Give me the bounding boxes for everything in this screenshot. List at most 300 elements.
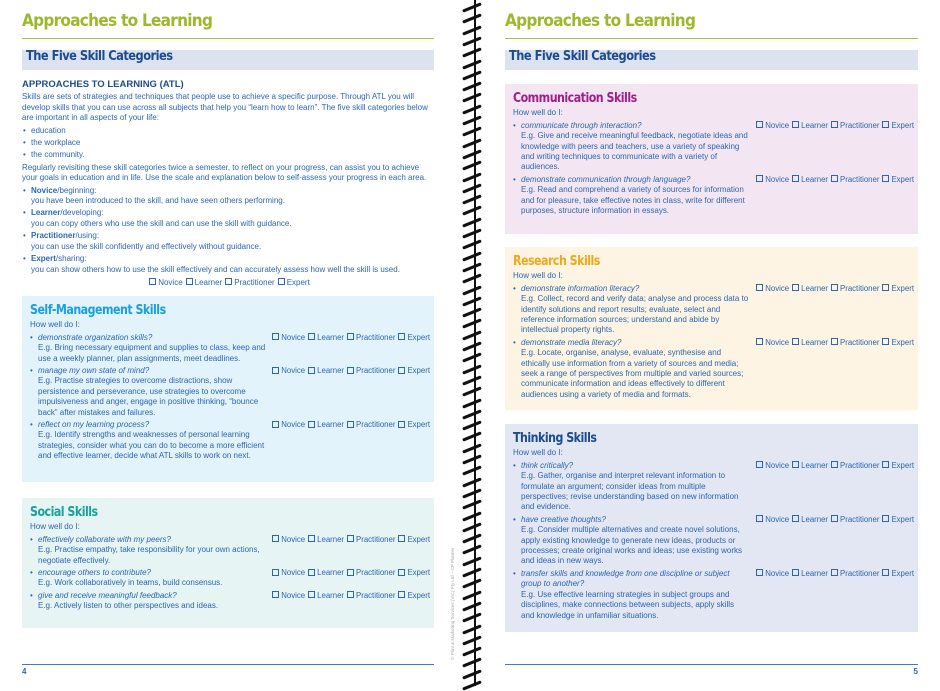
checkbox-square-icon[interactable] — [225, 278, 232, 285]
checkbox-label: Novice — [281, 534, 306, 544]
checkbox-label: Novice — [765, 174, 790, 184]
spiral-coil — [462, 545, 482, 555]
checkbox-square-icon[interactable] — [308, 591, 315, 598]
checkbox-square-icon[interactable] — [308, 367, 315, 374]
checkbox-square-icon[interactable] — [756, 515, 763, 522]
checkbox-expert[interactable] — [879, 338, 914, 347]
checkbox-square-icon[interactable] — [347, 535, 354, 542]
spiral-coil — [462, 522, 482, 532]
checkbox-square-icon[interactable] — [308, 421, 315, 428]
spiral-coil — [462, 409, 482, 419]
checkbox-label: Learner — [317, 332, 345, 342]
checkbox-label: Learner — [317, 420, 345, 430]
checkbox-novice[interactable] — [269, 333, 305, 342]
checkbox-label: Expert — [891, 514, 914, 524]
checkbox-label: Learner — [801, 120, 829, 130]
checkbox-square-icon[interactable] — [756, 284, 763, 291]
spiral-coil — [462, 138, 482, 148]
skill-example: E.g. Collect, record and verify data; analyse and process data to identify solutions and report results; evaluate, select and reference information sources; understand and abide by intellectual property rights. — [521, 294, 749, 335]
skill-question: • have creative thoughts? — [521, 514, 606, 524]
level-checkboxes[interactable] — [753, 461, 914, 513]
spiral-coil — [462, 307, 482, 317]
skill-item-text — [30, 568, 266, 589]
skill-item-text — [513, 175, 749, 217]
checkbox-square-icon[interactable] — [278, 278, 285, 285]
spiral-coil — [462, 127, 482, 137]
checkbox-expert[interactable] — [879, 515, 914, 524]
skill-question: • demonstrate information literacy? — [521, 283, 640, 293]
skill-example: E.g. Locate, organise, analyse, evaluate, synthesise and ethically use information from a variety of sources and media; seek a range of perspectives from multiple and varied sources; communicate information and ideas effectively to different audiences using a variety of media and formats. — [521, 348, 744, 399]
level-checkboxes[interactable] — [753, 284, 914, 336]
checkbox-label: Practitioner — [356, 332, 396, 342]
checkbox-square-icon[interactable] — [272, 569, 279, 576]
checkbox-label: Practitioner — [840, 568, 880, 578]
checkbox-square-icon[interactable] — [347, 367, 354, 374]
scale-term: Novice — [31, 185, 58, 195]
spiral-coil — [462, 25, 482, 35]
checkbox-square-icon[interactable] — [792, 121, 799, 128]
spiral-coil — [462, 432, 482, 442]
copyright-text: © Print & Marketing Services (VIC) Pty Ltd – CP Planner — [450, 547, 455, 660]
section-prompt: How well do I: — [513, 448, 563, 458]
checkbox-label: Learner — [317, 366, 345, 376]
checkbox-label: Expert — [407, 420, 430, 430]
checkbox-novice[interactable] — [753, 338, 789, 347]
spiral-coil — [462, 364, 482, 374]
skill-item — [30, 420, 430, 462]
checkbox-learner[interactable] — [305, 568, 344, 577]
checkbox-label: Practitioner — [840, 337, 880, 347]
checkbox-square-icon[interactable] — [308, 333, 315, 340]
checkbox-novice[interactable] — [753, 461, 789, 470]
spiral-coil — [462, 533, 482, 543]
checkbox-label: Practitioner — [840, 283, 880, 293]
checkbox-square-icon[interactable] — [831, 284, 838, 291]
spiral-coil — [462, 567, 482, 577]
spiral-coil — [462, 104, 482, 114]
checkbox-learner[interactable] — [305, 591, 344, 600]
checkbox-square-icon[interactable] — [882, 461, 889, 468]
checkbox-label: Learner — [801, 460, 829, 470]
skill-example: E.g. Read and comprehend a variety of sources for information and for pleasure, take effective notes in class, write for different purposes, structure information in essays. — [521, 185, 745, 216]
skill-section-comm — [505, 84, 918, 234]
checkbox-expert[interactable] — [879, 284, 914, 293]
checkbox-practitioner[interactable] — [828, 338, 879, 347]
checkbox-practitioner[interactable] — [828, 175, 879, 184]
band-title: The Five Skill Categories — [26, 49, 173, 64]
checkbox-expert[interactable] — [879, 461, 914, 470]
spiral-coil — [462, 601, 482, 611]
checkbox-square-icon[interactable] — [831, 569, 838, 576]
checkbox-square-icon[interactable] — [398, 591, 405, 598]
scale-description: you have been introduced to the skill, and have seen others performing. — [31, 196, 285, 206]
skill-item — [513, 461, 914, 513]
context-list — [22, 126, 434, 161]
skill-item — [30, 535, 430, 566]
checkbox-label: Practitioner — [356, 568, 396, 578]
skill-example: E.g. Actively listen to other perspectives and ideas. — [38, 601, 219, 611]
checkbox-square-icon[interactable] — [792, 338, 799, 345]
checkbox-expert[interactable] — [275, 278, 310, 287]
checkbox-novice[interactable] — [269, 535, 305, 544]
checkbox-square-icon[interactable] — [831, 338, 838, 345]
section-title: Self-Management Skills — [30, 303, 166, 318]
skill-question: • effectively collaborate with my peers? — [38, 534, 171, 544]
checkbox-expert[interactable] — [879, 175, 914, 184]
checkbox-square-icon[interactable] — [398, 569, 405, 576]
checkbox-learner[interactable] — [305, 333, 344, 342]
skill-question: • give and receive meaningful feedback? — [38, 590, 177, 600]
checkbox-square-icon[interactable] — [272, 591, 279, 598]
checkbox-label: Expert — [407, 366, 430, 376]
spiral-coil — [462, 217, 482, 227]
checkbox-square-icon[interactable] — [831, 121, 838, 128]
level-checkboxes[interactable] — [269, 333, 430, 364]
level-checkboxes[interactable] — [22, 278, 434, 288]
checkbox-novice[interactable] — [753, 515, 789, 524]
left-page — [22, 0, 434, 686]
checkbox-label: Expert — [891, 460, 914, 470]
spiral-coil — [462, 240, 482, 250]
skill-example: E.g. Practise empathy, take responsibility for your own actions, negotiate effectively. — [38, 545, 260, 565]
checkbox-label: Expert — [407, 568, 430, 578]
spiral-coil — [462, 658, 482, 668]
checkbox-label: Learner — [194, 277, 223, 287]
checkbox-square-icon[interactable] — [347, 569, 354, 576]
checkbox-square-icon[interactable] — [792, 569, 799, 576]
skill-section-self — [22, 296, 434, 482]
page-title: Approaches to Learning — [22, 11, 213, 31]
checkbox-label: Practitioner — [356, 590, 396, 600]
checkbox-square-icon[interactable] — [831, 175, 838, 182]
checkbox-square-icon[interactable] — [272, 421, 279, 428]
section-title: Communication Skills — [513, 91, 637, 106]
checkbox-learner[interactable] — [789, 569, 828, 578]
checkbox-label: Novice — [281, 332, 306, 342]
checkbox-square-icon[interactable] — [308, 535, 315, 542]
skill-question: • manage my own state of mind? — [38, 366, 150, 376]
checkbox-label: Novice — [765, 337, 790, 347]
checkbox-label: Learner — [801, 568, 829, 578]
checkbox-practitioner[interactable] — [222, 278, 274, 287]
checkbox-label: Learner — [801, 174, 829, 184]
level-checkboxes[interactable] — [753, 175, 914, 217]
spiral-coil — [462, 613, 482, 623]
level-checkboxes[interactable] — [753, 121, 914, 173]
spiral-coil — [462, 206, 482, 216]
spiral-coil — [462, 387, 482, 397]
checkbox-square-icon[interactable] — [792, 515, 799, 522]
spiral-coil — [462, 466, 482, 476]
checkbox-square-icon[interactable] — [272, 535, 279, 542]
checkbox-label: Practitioner — [840, 120, 880, 130]
scale-term: Learner — [31, 208, 61, 218]
spiral-coil — [462, 2, 482, 12]
intro-heading: APPROACHES TO LEARNING (ATL) — [22, 79, 184, 90]
checkbox-square-icon[interactable] — [756, 175, 763, 182]
scale-term: Expert — [31, 254, 56, 264]
skill-example: E.g. Identify strengths and weaknesses of personal learning strategies, consider what you can do to become a more efficient and effective learner, decide what ATL skills to work on next. — [38, 430, 265, 461]
section-prompt: How well do I: — [513, 271, 563, 281]
section-prompt: How well do I: — [513, 108, 563, 118]
checkbox-learner[interactable] — [789, 515, 828, 524]
checkbox-square-icon[interactable] — [756, 461, 763, 468]
spiral-coil — [462, 183, 482, 193]
spiral-coil — [462, 669, 482, 679]
level-checkboxes[interactable] — [269, 591, 430, 612]
skill-item-text — [513, 338, 749, 400]
checkbox-square-icon[interactable] — [882, 284, 889, 291]
checkbox-expert[interactable] — [395, 535, 430, 544]
spiral-coil — [462, 48, 482, 58]
level-checkboxes[interactable] — [269, 366, 430, 418]
skill-item-text — [513, 284, 749, 336]
checkbox-square-icon[interactable] — [831, 515, 838, 522]
checkbox-practitioner[interactable] — [344, 420, 395, 429]
skill-item-text — [30, 366, 266, 418]
skill-item — [513, 515, 914, 567]
checkbox-novice[interactable] — [269, 420, 305, 429]
scale-term-suffix: /beginning: — [57, 185, 97, 195]
list-item: • the workplace — [22, 138, 434, 148]
spiral-coil — [462, 353, 482, 363]
checkbox-learner[interactable] — [305, 535, 344, 544]
spiral-coil — [462, 319, 482, 329]
checkbox-label: Novice — [158, 277, 183, 287]
checkbox-expert[interactable] — [879, 121, 914, 130]
spiral-coil — [462, 500, 482, 510]
checkbox-square-icon[interactable] — [882, 121, 889, 128]
scale-item — [22, 208, 434, 229]
checkbox-label: Novice — [765, 514, 790, 524]
spiral-coil — [462, 443, 482, 453]
checkbox-learner[interactable] — [305, 420, 344, 429]
checkbox-square-icon[interactable] — [756, 338, 763, 345]
scale-list — [22, 186, 434, 275]
checkbox-square-icon[interactable] — [792, 461, 799, 468]
level-checkboxes[interactable] — [269, 568, 430, 589]
checkbox-novice[interactable] — [753, 569, 789, 578]
checkbox-square-icon[interactable] — [149, 278, 156, 285]
spiral-coil — [462, 70, 482, 80]
skill-example: E.g. Gather, organise and interpret relevant information to formulate an argument; consider ideas from multiple perspectives; revise understanding based on new information and evidence. — [521, 471, 739, 512]
skill-example: E.g. Work collaboratively in teams, build consensus. — [38, 578, 223, 588]
checkbox-square-icon[interactable] — [792, 175, 799, 182]
spiral-coil — [462, 251, 482, 261]
checkbox-expert[interactable] — [879, 569, 914, 578]
spiral-coil — [462, 93, 482, 103]
checkbox-learner[interactable] — [789, 338, 828, 347]
page-number: 5 — [913, 667, 918, 676]
spiral-coil — [462, 161, 482, 171]
skill-item-text — [513, 569, 749, 621]
checkbox-label: Novice — [765, 460, 790, 470]
checkbox-expert[interactable] — [395, 420, 430, 429]
checkbox-practitioner[interactable] — [828, 569, 879, 578]
checkbox-square-icon[interactable] — [272, 333, 279, 340]
checkbox-square-icon[interactable] — [347, 421, 354, 428]
scale-description: you can use the skill confidently and effectively without guidance. — [31, 241, 262, 251]
skill-question: • encourage others to contribute? — [38, 568, 151, 578]
checkbox-square-icon[interactable] — [756, 569, 763, 576]
checkbox-practitioner[interactable] — [344, 591, 395, 600]
section-band — [22, 50, 434, 70]
page-number: 4 — [22, 667, 27, 676]
checkbox-practitioner[interactable] — [344, 366, 395, 375]
skill-item — [513, 338, 914, 400]
level-checkboxes[interactable] — [753, 338, 914, 400]
skill-item-text — [30, 420, 266, 462]
spiral-coil — [462, 579, 482, 589]
spiral-coil — [462, 115, 482, 125]
scale-term: Practitioner — [31, 231, 76, 241]
right-page — [505, 0, 918, 686]
skill-question: • demonstrate media literacy? — [521, 337, 622, 347]
page-title: Approaches to Learning — [505, 11, 696, 31]
skill-item — [30, 591, 430, 612]
checkbox-square-icon[interactable] — [831, 461, 838, 468]
checkbox-label: Expert — [891, 283, 914, 293]
checkbox-novice[interactable] — [269, 366, 305, 375]
level-checkboxes[interactable] — [269, 535, 430, 566]
checkbox-novice[interactable] — [753, 284, 789, 293]
checkbox-practitioner[interactable] — [828, 121, 879, 130]
checkbox-practitioner[interactable] — [344, 333, 395, 342]
checkbox-label: Novice — [765, 568, 790, 578]
checkbox-learner[interactable] — [789, 284, 828, 293]
checkbox-label: Expert — [407, 590, 430, 600]
checkbox-novice[interactable] — [269, 568, 305, 577]
checkbox-square-icon[interactable] — [882, 515, 889, 522]
checkbox-label: Learner — [317, 590, 345, 600]
scale-description: you can show others how to use the skill effectively and can accurately assess how well the skill is used. — [31, 264, 400, 274]
checkbox-learner[interactable] — [789, 175, 828, 184]
scale-description: you can copy others who use the skill and can use the skill with guidance. — [31, 218, 292, 228]
checkbox-expert[interactable] — [395, 591, 430, 600]
checkbox-square-icon[interactable] — [398, 535, 405, 542]
skill-item-text — [30, 333, 266, 364]
title-rule — [505, 38, 918, 39]
checkbox-learner[interactable] — [789, 121, 828, 130]
band-title: The Five Skill Categories — [509, 49, 656, 64]
skill-question: • demonstrate organization skills? — [38, 332, 153, 342]
checkbox-novice[interactable] — [753, 121, 789, 130]
spiral-coil — [462, 194, 482, 204]
checkbox-learner[interactable] — [305, 366, 344, 375]
checkbox-expert[interactable] — [395, 568, 430, 577]
skill-item — [513, 121, 914, 173]
skill-section-research — [505, 247, 918, 410]
spiral-coil — [462, 172, 482, 182]
checkbox-square-icon[interactable] — [347, 333, 354, 340]
spiral-coil — [462, 398, 482, 408]
skill-item — [513, 569, 914, 621]
checkbox-square-icon[interactable] — [186, 278, 193, 285]
spiral-coil — [462, 341, 482, 351]
checkbox-practitioner[interactable] — [344, 568, 395, 577]
checkbox-label: Novice — [765, 283, 790, 293]
level-checkboxes[interactable] — [753, 515, 914, 567]
spiral-coil — [462, 635, 482, 645]
spiral-coil — [462, 454, 482, 464]
skill-example: E.g. Use effective learning strategies in subject groups and disciplines, make connections between subjects, apply skills and knowledge in unfamiliar situations. — [521, 589, 734, 620]
checkbox-square-icon[interactable] — [347, 591, 354, 598]
level-checkboxes[interactable] — [269, 420, 430, 462]
scale-item — [22, 231, 434, 252]
checkbox-expert[interactable] — [395, 366, 430, 375]
checkbox-square-icon[interactable] — [882, 175, 889, 182]
skill-section-social — [22, 498, 434, 628]
footer-rule — [22, 664, 434, 665]
spiral-coil — [462, 556, 482, 566]
spiral-coil — [462, 590, 482, 600]
atl-intro — [22, 80, 434, 288]
checkbox-square-icon[interactable] — [398, 333, 405, 340]
checkbox-practitioner[interactable] — [828, 515, 879, 524]
list-item: • the community. — [22, 150, 434, 160]
checkbox-square-icon[interactable] — [882, 338, 889, 345]
checkbox-square-icon[interactable] — [308, 569, 315, 576]
checkbox-square-icon[interactable] — [756, 121, 763, 128]
spiral-coil — [462, 511, 482, 521]
checkbox-learner[interactable] — [183, 278, 223, 287]
checkbox-label: Expert — [286, 277, 310, 287]
checkbox-practitioner[interactable] — [344, 535, 395, 544]
checkbox-label: Novice — [281, 420, 306, 430]
checkbox-label: Expert — [407, 332, 430, 342]
spiral-coil — [462, 36, 482, 46]
checkbox-label: Novice — [765, 120, 790, 130]
checkbox-square-icon[interactable] — [398, 367, 405, 374]
level-checkboxes[interactable] — [753, 569, 914, 621]
checkbox-expert[interactable] — [395, 333, 430, 342]
spiral-coil — [462, 488, 482, 498]
skill-example: E.g. Give and receive meaningful feedback, negotiate ideas and knowledge with peers and teachers, use a variety of speaking and writing techniques to communicate with a variety of audiences. — [521, 131, 748, 172]
checkbox-practitioner[interactable] — [828, 284, 879, 293]
skill-question: • demonstrate communication through language? — [521, 174, 691, 184]
spiral-coil — [462, 274, 482, 284]
scale-item — [22, 186, 434, 207]
checkbox-novice[interactable] — [146, 278, 182, 287]
checkbox-square-icon[interactable] — [398, 421, 405, 428]
checkbox-square-icon[interactable] — [272, 367, 279, 374]
section-title: Social Skills — [30, 505, 98, 520]
checkbox-practitioner[interactable] — [828, 461, 879, 470]
skill-item — [30, 333, 430, 364]
skill-question: • reflect on my learning process? — [38, 420, 150, 430]
checkbox-label: Learner — [801, 283, 829, 293]
checkbox-novice[interactable] — [753, 175, 789, 184]
skill-item-text — [513, 515, 749, 567]
skill-example: E.g. Consider multiple alternatives and create novel solutions, apply existing knowledge to generate new ideas, products or processes; create original works and ideas; use existing works and ideas in new ways. — [521, 525, 742, 566]
checkbox-learner[interactable] — [789, 461, 828, 470]
spiral-coil — [462, 262, 482, 272]
checkbox-label: Practitioner — [840, 460, 880, 470]
checkbox-label: Practitioner — [356, 534, 396, 544]
section-prompt: How well do I: — [30, 522, 80, 532]
scale-term-suffix: /sharing: — [55, 254, 87, 264]
checkbox-novice[interactable] — [269, 591, 305, 600]
checkbox-square-icon[interactable] — [882, 569, 889, 576]
skill-question: • transfer skills and knowledge from one discipline or subject group to another? — [521, 568, 730, 589]
spiral-coil — [462, 59, 482, 69]
checkbox-square-icon[interactable] — [792, 284, 799, 291]
skill-item-text — [30, 535, 266, 566]
checkbox-label: Expert — [891, 120, 914, 130]
spiral-coil — [462, 330, 482, 340]
skill-item — [30, 568, 430, 589]
skill-question: • think critically? — [521, 460, 574, 470]
